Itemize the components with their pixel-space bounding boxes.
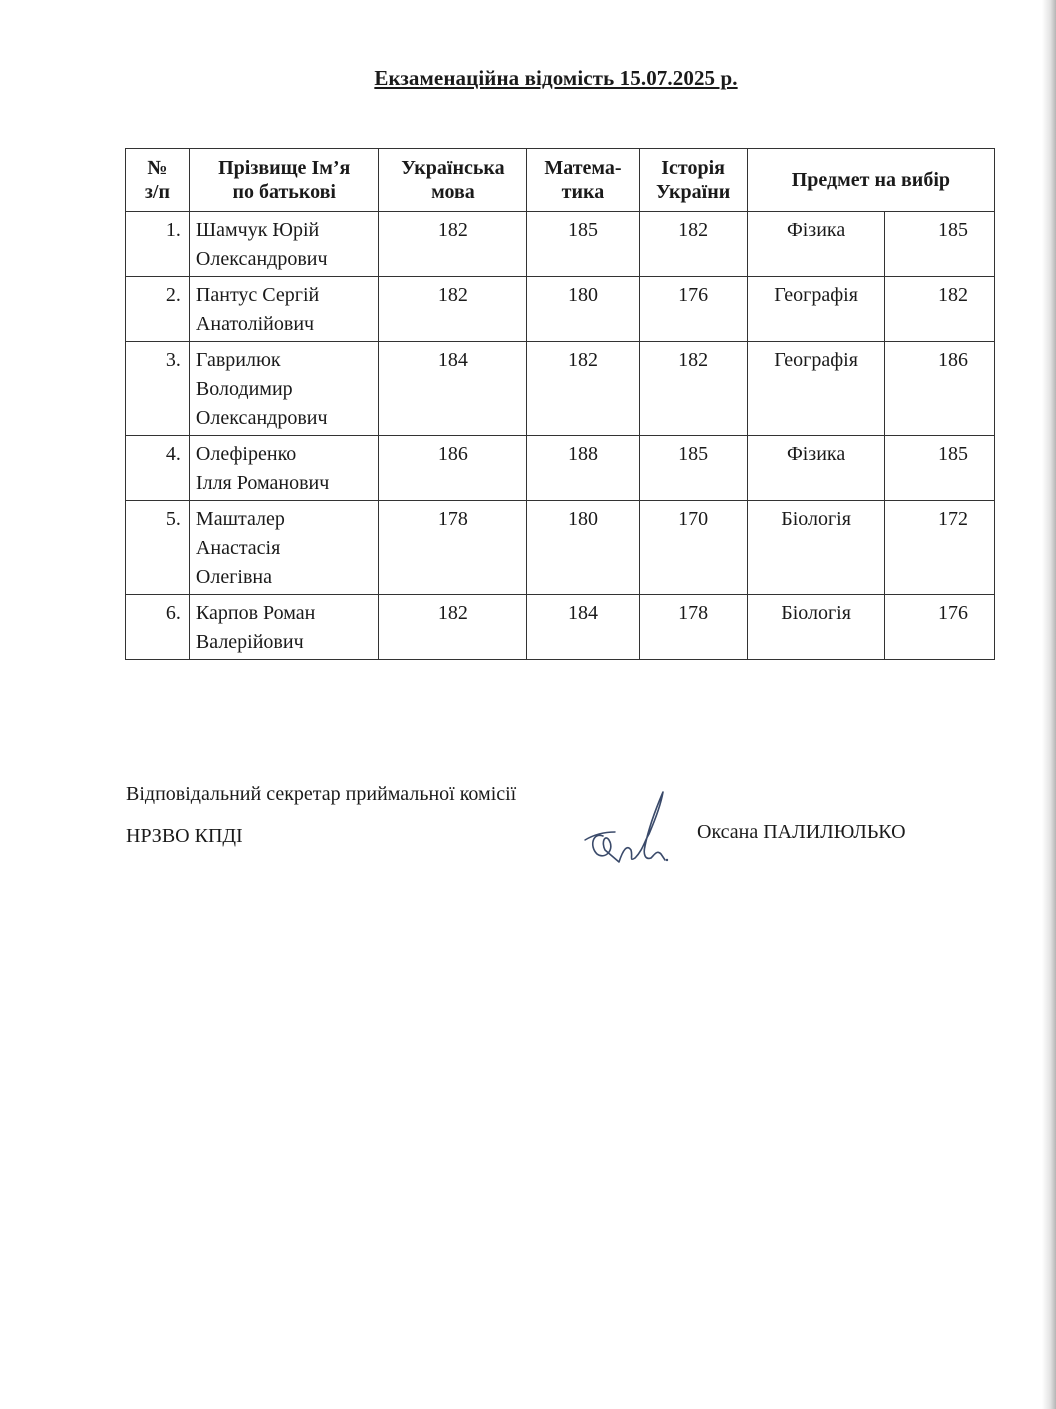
row-num: 4. bbox=[126, 436, 190, 501]
row-name-line: Олександрович bbox=[195, 248, 328, 270]
row-ukrainian-score: 184 bbox=[379, 342, 527, 436]
table-row bbox=[126, 595, 995, 660]
header-ukrainian-line-2: мова bbox=[431, 181, 475, 203]
header-num-line-2: з/п bbox=[144, 181, 171, 203]
row-elective-subject: Фізика bbox=[747, 436, 885, 501]
header-math-line-1: Матема- bbox=[544, 157, 622, 179]
row-name-line: Олегівна bbox=[195, 566, 273, 588]
row-elective-score: 185 bbox=[885, 212, 995, 277]
row-name bbox=[189, 436, 379, 501]
row-num: 5. bbox=[126, 501, 190, 595]
row-elective-subject: Географія bbox=[747, 342, 885, 436]
row-name-line: Олександрович bbox=[195, 407, 328, 429]
row-name-line: Олефіренко bbox=[195, 443, 297, 465]
row-num: 1. bbox=[126, 212, 190, 277]
table-row bbox=[126, 436, 995, 501]
row-ukrainian-score: 182 bbox=[379, 595, 527, 660]
header-ukrainian bbox=[379, 149, 527, 212]
signer-name: Оксана ПАЛИЛЮЛЬКО bbox=[697, 821, 906, 843]
row-name bbox=[189, 277, 379, 342]
document-title: Екзаменаційна відомість 15.07.2025 р. bbox=[374, 66, 738, 90]
header-history bbox=[639, 149, 747, 212]
row-name bbox=[189, 595, 379, 660]
row-name-line: Анастасія bbox=[195, 537, 281, 559]
row-ukrainian-score: 182 bbox=[379, 277, 527, 342]
row-math-score: 180 bbox=[527, 277, 639, 342]
row-history-score: 170 bbox=[639, 501, 747, 595]
row-name-line: Пантус Сергій bbox=[195, 284, 320, 306]
row-ukrainian-score: 178 bbox=[379, 501, 527, 595]
header-name bbox=[189, 149, 379, 212]
row-ukrainian-score: 182 bbox=[379, 212, 527, 277]
header-math bbox=[527, 149, 639, 212]
table-row bbox=[126, 212, 995, 277]
row-num: 6. bbox=[126, 595, 190, 660]
row-name-line: Гаврилюк bbox=[195, 349, 281, 371]
header-math-line-2: тика bbox=[561, 181, 605, 203]
table-header-row bbox=[126, 149, 995, 212]
row-name-line: Карпов Роман bbox=[195, 602, 316, 624]
institution-name: НРЗВО КПДІ bbox=[126, 825, 243, 847]
row-ukrainian-score: 186 bbox=[379, 436, 527, 501]
row-name-line: Анатолійович bbox=[195, 313, 315, 335]
header-name-line-1: Прізвище Ім’я bbox=[218, 157, 351, 179]
row-math-score: 188 bbox=[527, 436, 639, 501]
row-history-score: 182 bbox=[639, 212, 747, 277]
table-row bbox=[126, 342, 995, 436]
row-elective-subject: Географія bbox=[747, 277, 885, 342]
row-math-score: 180 bbox=[527, 501, 639, 595]
row-name bbox=[189, 212, 379, 277]
header-num-line-1: № bbox=[147, 157, 168, 179]
row-elective-score: 182 bbox=[885, 277, 995, 342]
row-history-score: 185 bbox=[639, 436, 747, 501]
row-elective-score: 186 bbox=[885, 342, 995, 436]
row-elective-score: 185 bbox=[885, 436, 995, 501]
row-name-line: Ілля Романович bbox=[195, 472, 330, 494]
table-row bbox=[126, 277, 995, 342]
scan-edge-shadow bbox=[1042, 0, 1056, 1409]
table-row bbox=[126, 501, 995, 595]
handwritten-signature bbox=[575, 780, 675, 880]
header-num bbox=[126, 149, 190, 212]
secretary-title: Відповідальний секретар приймальної комісії bbox=[126, 783, 517, 805]
row-name-line: Машталер bbox=[195, 508, 285, 530]
row-num: 3. bbox=[126, 342, 190, 436]
row-math-score: 182 bbox=[527, 342, 639, 436]
header-elective: Предмет на вибір bbox=[747, 149, 994, 212]
row-elective-subject: Біологія bbox=[747, 595, 885, 660]
row-name-line: Валерійович bbox=[195, 631, 304, 653]
header-history-line-1: Історія bbox=[661, 157, 725, 179]
row-elective-score: 172 bbox=[885, 501, 995, 595]
header-history-line-2: України bbox=[655, 181, 731, 203]
row-math-score: 185 bbox=[527, 212, 639, 277]
row-history-score: 176 bbox=[639, 277, 747, 342]
header-name-line-2: по батькові bbox=[232, 181, 336, 203]
row-name bbox=[189, 342, 379, 436]
row-name bbox=[189, 501, 379, 595]
row-num: 2. bbox=[126, 277, 190, 342]
row-history-score: 182 bbox=[639, 342, 747, 436]
row-elective-subject: Біологія bbox=[747, 501, 885, 595]
header-ukrainian-line-1: Українська bbox=[401, 157, 505, 179]
row-name-line: Шамчук Юрій bbox=[195, 219, 320, 241]
row-history-score: 178 bbox=[639, 595, 747, 660]
row-elective-subject: Фізика bbox=[747, 212, 885, 277]
exam-results-table bbox=[125, 148, 995, 660]
row-name-line: Володимир bbox=[195, 378, 293, 400]
row-math-score: 184 bbox=[527, 595, 639, 660]
row-elective-score: 176 bbox=[885, 595, 995, 660]
